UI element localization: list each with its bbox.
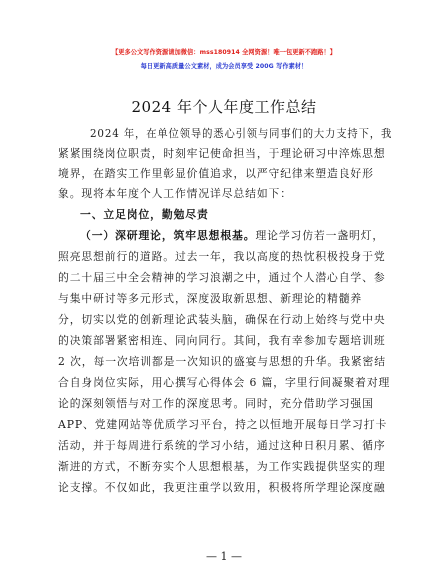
body-line: 论支撑。不仅如此，我更注重学以致用，积极将所学理论深度融 xyxy=(58,481,386,494)
body-line: 渐进的方式，不断夯实个人思想根基，为工作实践提供坚实的理 xyxy=(58,460,386,473)
subsection-1-first-line xyxy=(80,228,384,243)
section-heading-1: 一、立足岗位，勤勉尽责 xyxy=(80,208,209,221)
promo-banner-line2: 每日更新高质量公文素材，成为会员享受 200G 写作素材！ xyxy=(140,62,308,70)
subsection-1-heading: （一）深研理论，筑牢思想根基。 xyxy=(80,229,256,242)
intro-line-2: 紧紧围绕岗位职责，时刻牢记使命担当，于理论研习中淬炼思想 xyxy=(58,147,386,160)
body-line: 的二十届三中全会精神的学习浪潮之中，通过个人潜心自学、参 xyxy=(58,271,386,284)
body-line: 2 次，每一次培训都是一次知识的盛宴与思想的升华。我紧密结 xyxy=(58,355,386,368)
page-number: — 1 — xyxy=(206,550,242,563)
body-line: 论的深刻领悟与对工作的深度思考。同时，充分借助学习强国 xyxy=(58,397,374,410)
body-line: 照亮思想前行的道路。过去一年，我以高度的热忱积极投身于党 xyxy=(58,250,386,263)
intro-line-4: 象。现将本年度个人工作情况详尽总结如下： xyxy=(58,187,292,200)
body-line: 的决策部署紧密相连、同向同行。其间，我有幸参加专题培训班 xyxy=(58,334,386,347)
body-line: APP、党建网站等优质学习平台，持之以恒地开展每日学习打卡 xyxy=(58,418,388,431)
body-line: 合自身岗位实际，用心撰写心得体会 6 篇，字里行间凝聚着对理 xyxy=(58,376,391,389)
intro-line-3: 境界，在踏实工作里彰显价值追求，以严守纪律来塑造良好形 xyxy=(58,167,374,180)
document-title: 2024 年个人年度工作总结 xyxy=(131,98,317,116)
subsection-1-first-line-text: 理论学习仿若一盏明灯， xyxy=(255,229,385,242)
intro-line-1: 2024 年，在单位领导的悉心引领与同事们的大力支持下，我 xyxy=(90,127,393,140)
body-line: 与集中研讨等多元形式，深度汲取新思想、新理论的精髓养 xyxy=(58,292,363,305)
body-line: 分，切实以党的创新理论武装头脑，确保在行动上始终与党中央 xyxy=(58,313,386,326)
promo-banner-line1: 【更多公文写作资源请加微信：mss180914 全网资源！唯一包更新不跑路！】 xyxy=(111,48,337,56)
body-line: 活动，并于每周进行系统的学习小结，通过这种日积月累、循序 xyxy=(58,439,386,452)
